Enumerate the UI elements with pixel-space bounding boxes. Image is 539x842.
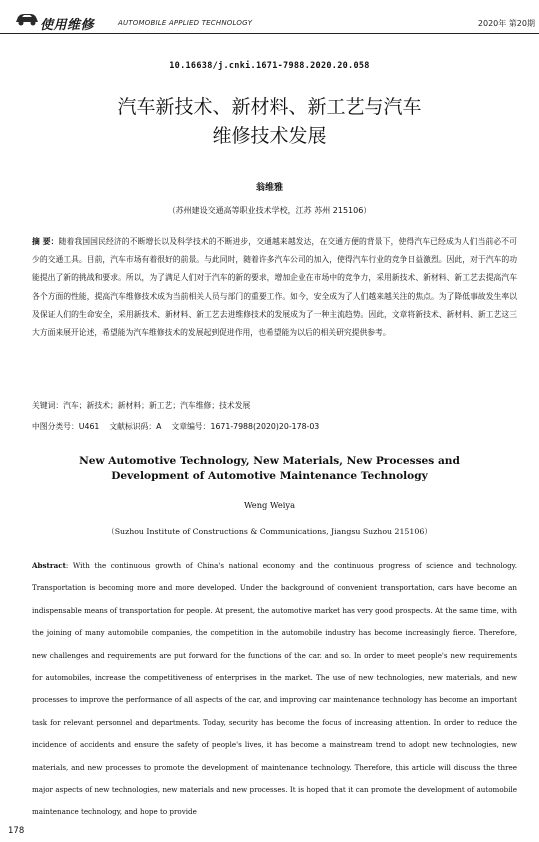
title-english: New Automotive Technology, New Materials, New Processes and Development of Automotive Maintenance Technology (79, 455, 460, 482)
class-number: 中图分类号：U461 (32, 422, 100, 431)
abstract-chinese-label: 摘 要： (32, 237, 59, 246)
journal-name: 使用维修 (40, 18, 95, 33)
title-chinese-line-1: 汽车新技术、新材料、新工艺与汽车 (117, 96, 422, 118)
affiliation-english: （Suzhou Institute of Constructions & Communications, Jiangsu Suzhou 215106） (106, 527, 433, 536)
abstract-english (32, 555, 517, 824)
classification-line (32, 420, 517, 434)
header-divider (0, 33, 539, 34)
doi: 10.16638/j.cnki.1671-7988.2020.20.058 (169, 61, 370, 71)
page-number: 178 (8, 826, 25, 836)
author-chinese: 翁维雅 (255, 183, 283, 193)
car-icon (14, 8, 40, 28)
issue-label: 2020年 第20期 (477, 19, 535, 28)
abstract-chinese-text: 随着我国国民经济的不断增长以及科学技术的不断进步，交通越来越发达，在交通方便的背景下，使得汽车已经成为人们当前必不可少的交通工具。目前，汽车市场有着很好的前景。与此同时，随着许多汽车公司的加入，使得汽车行业的竞争日益激烈。因此，对于汽车的功能提出了新的挑战和要求。所以，为了满足人们对于汽车的新的要求，增加企业在市场中的竞争力，采用新技术、新材料、新工艺去提高汽车各个方面的性能，提高汽车维修技术成为当前相关人员与部门的重要工作。如今，安全成为了人们越来越关注的焦点。为了降低事故发生率以及保证人们的生命安全，采用新技术、新材料、新工艺去进维修技术的发展成为了一种主流趋势。因此，文章将新技术、新材料、新工艺这三大方面来展开论述，希望能为汽车维修技术的发展起到促进作用，也希望能为以后的相关研究提供参考。 (32, 237, 517, 338)
keywords-chinese: 关键词：汽车；新技术；新材料；新工艺；汽车维修；技术发展 (32, 401, 251, 410)
journal-subtitle: AUTOMOBILE APPLIED TECHNOLOGY (118, 19, 253, 27)
abstract-chinese (32, 233, 517, 342)
abstract-english-label: Abstract (32, 561, 66, 570)
title-chinese-line-2: 维修技术发展 (212, 125, 327, 147)
title-chinese (60, 93, 479, 151)
abstract-english-text: : With the continuous growth of China's national economy and the continuous progress of science and technology. Transportation is becoming more and more developed. Under the background of convenient transportation, cars have become an indispensable means of transportation for people. At present, the automotive market has very good prospects. At the same time, with the joining of many automobile companies, the competition in the automobile industry has become increasingly fierce. Therefore, new challenges and requirements are put forward for the functions of the car. and so. In order to meet people's new requirements for automobiles, increase the competitiveness of enterprises in the market. The use of new technologies, new materials, and new processes to improve the performance of all aspects of the car, and improving car maintenance technology has become an important task for relevant personnel and departments. Today, security has become the focus of increasing attention. In order to reduce the incidence of accidents and ensure the safety of people's lives, it has become a mainstream trend to adopt new technologies, new materials, and new processes to promote the development of maintenance technology. Therefore, this article will discuss the three major aspects of new technologies, new materials and new processes. It is hoped that it can promote the development of automobile maintenance technology, and hope to provide (32, 561, 517, 817)
article-number: 文章编号：1671-7988(2020)20-178-03 (171, 422, 320, 431)
affiliation-chinese: （苏州建设交通高等职业技术学校，江苏 苏州 215106） (167, 206, 372, 215)
author-english: Weng Weiya (243, 500, 296, 510)
page-header (0, 0, 539, 34)
document-code: 文献标识码：A (109, 422, 162, 431)
